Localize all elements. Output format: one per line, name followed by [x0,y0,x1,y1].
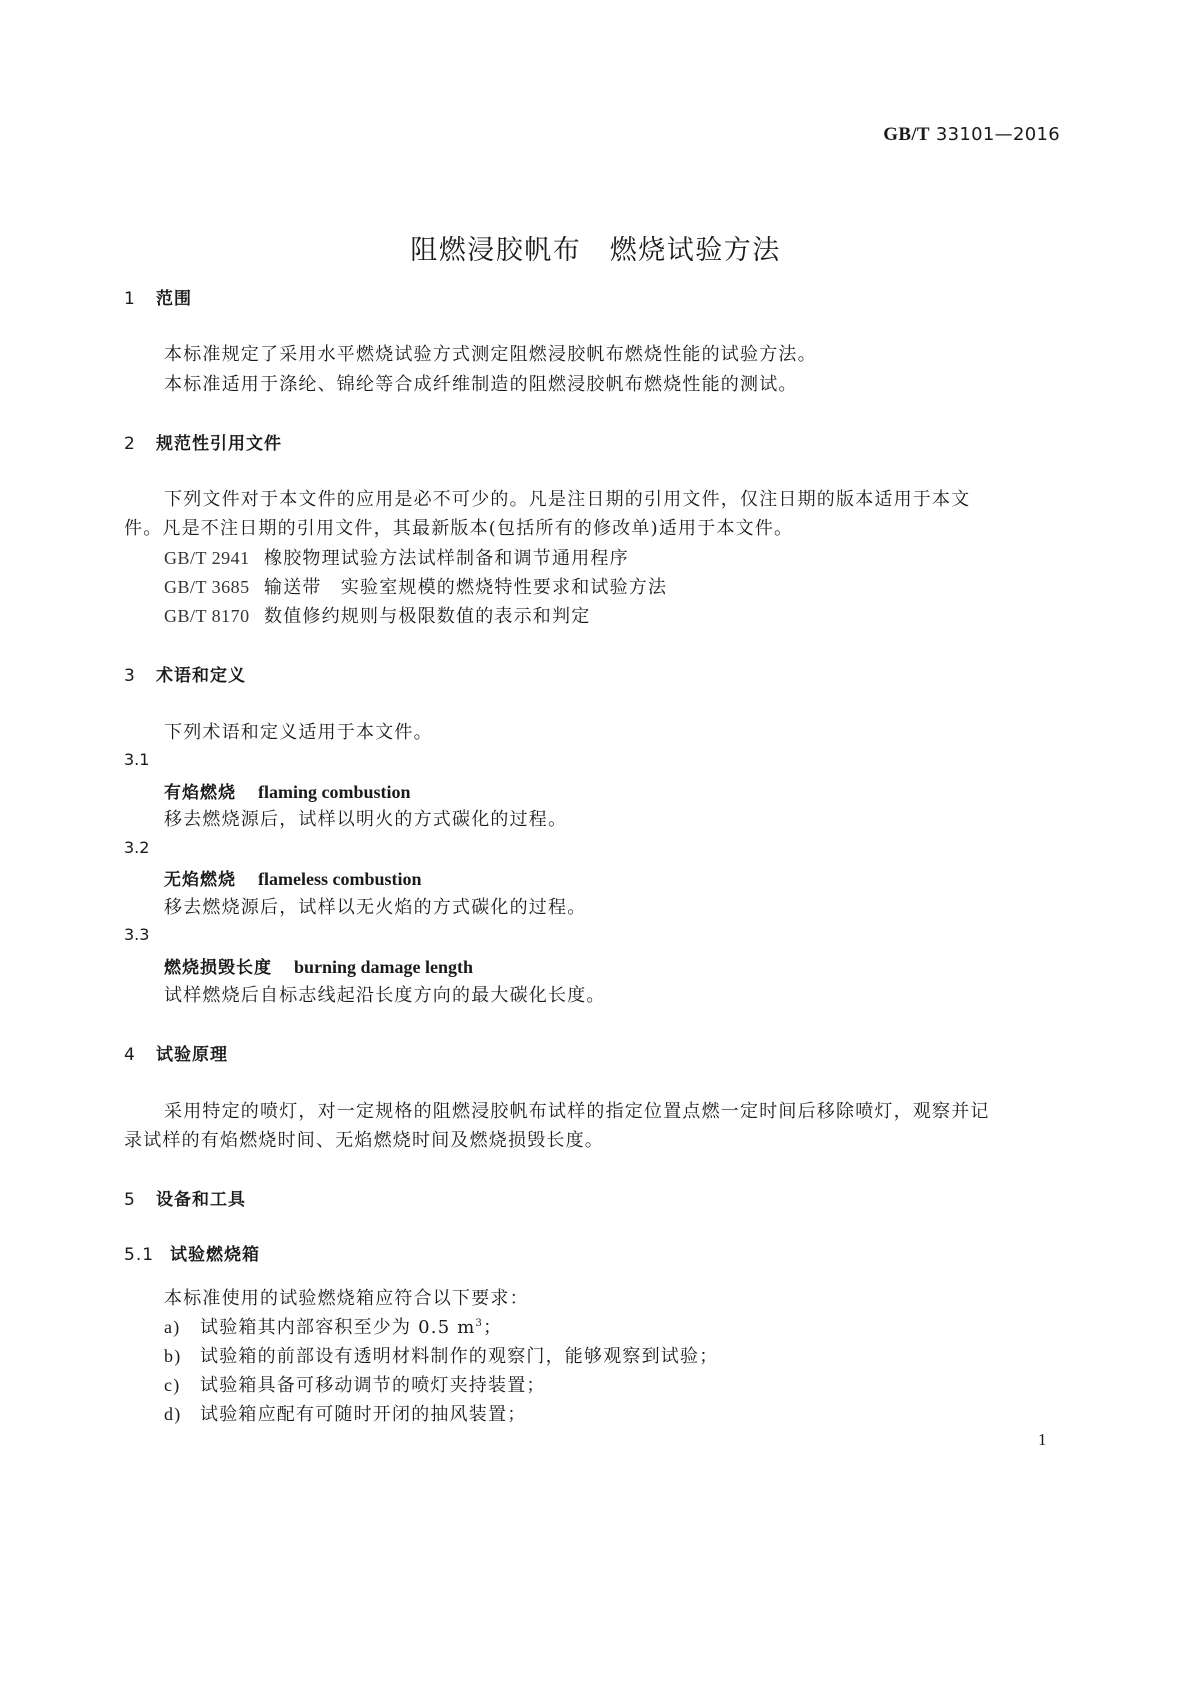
list-item [164,1342,718,1368]
term-english: flameless combustion [258,869,422,889]
section-1-paragraph-1: 本标准规定了采用水平燃烧试验方式测定阻燃浸胶帆布燃烧性能的试验方法。 [164,344,817,365]
term-chinese: 燃烧损毁长度 [164,958,272,978]
section-1-heading [124,284,192,309]
subsection-5-1-number: 5.1 [124,1245,155,1265]
section-4-paragraph-line-2: 录试样的有焰燃烧时间、无焰燃烧时间及燃烧损毁长度。 [124,1130,604,1151]
term-english: flaming combustion [258,782,411,802]
term-heading [164,953,473,978]
section-4-heading [124,1040,228,1065]
reference-item [164,544,629,570]
term-heading [164,778,411,803]
section-3-intro: 下列术语和定义适用于本文件。 [164,722,433,743]
term-definition: 移去燃烧源后，试样以明火的方式碳化的过程。 [164,809,568,830]
section-4-paragraph-line-1: 采用特定的喷灯，对一定规格的阻燃浸胶帆布试样的指定位置点燃一定时间后移除喷灯，观察并记 [164,1101,990,1122]
section-2-paragraph-line-2: 件。凡是不注日期的引用文件，其最新版本(包括所有的修改单)适用于本文件。 [124,518,794,539]
section-2-number: 2 [124,434,136,454]
section-1-title: 范围 [156,289,192,309]
reference-title: 数值修约规则与极限数值的表示和判定 [264,606,591,627]
term-chinese: 无焰燃烧 [164,870,236,890]
list-item-text: 试验箱具备可移动调节的喷灯夹持装置； [200,1375,546,1396]
section-2-heading [124,429,282,454]
subsection-5-1-heading [124,1240,260,1265]
document-title: 阻燃浸胶帆布 燃烧试验方法 [410,235,781,266]
list-item-label: a) [164,1317,181,1337]
superscript: 3 [475,1318,484,1329]
list-item-text: 试验箱的前部设有透明材料制作的观察门，能够观察到试验； [200,1346,719,1367]
standard-number [883,124,1060,146]
page-number: 1 [1038,1430,1047,1449]
list-item-tail: ； [483,1317,503,1338]
section-4-title: 试验原理 [156,1045,228,1065]
reference-code: GB/T 3685 [164,577,250,597]
term-heading [164,865,422,890]
list-item-label: b) [164,1346,182,1366]
term-definition: 移去燃烧源后，试样以无火焰的方式碳化的过程。 [164,897,587,918]
section-5-heading [124,1185,246,1210]
subsection-5-1-intro: 本标准使用的试验燃烧箱应符合以下要求： [164,1288,529,1309]
term-number: 3.2 [124,838,150,857]
list-item-text: 试验箱应配有可随时开闭的抽风装置； [200,1404,527,1425]
standard-prefix: GB/T [883,124,930,145]
section-4-number: 4 [124,1045,136,1065]
term-number: 3.1 [124,750,150,769]
section-2-paragraph-line-1: 下列文件对于本文件的应用是必不可少的。凡是注日期的引用文件，仅注日期的版本适用于本文 [164,489,971,510]
section-1-paragraph-2: 本标准适用于涤纶、锦纶等合成纤维制造的阻燃浸胶帆布燃烧性能的测试。 [164,374,798,395]
reference-item [164,573,667,599]
list-item-label: c) [164,1375,181,1395]
section-5-number: 5 [124,1190,136,1210]
section-2-title: 规范性引用文件 [156,434,282,454]
section-3-title: 术语和定义 [156,666,246,686]
term-definition: 试样燃烧后自标志线起沿长度方向的最大碳化长度。 [164,985,606,1006]
list-item [164,1313,502,1339]
reference-title: 橡胶物理试验方法试样制备和调节通用程序 [264,548,629,569]
term-english: burning damage length [294,957,474,977]
section-5-title: 设备和工具 [156,1190,246,1210]
reference-code: GB/T 2941 [164,548,250,568]
list-item [164,1400,526,1426]
standard-code: 33101—2016 [935,124,1060,145]
subsection-5-1-title: 试验燃烧箱 [170,1245,260,1265]
reference-item [164,602,590,628]
section-1-number: 1 [124,289,136,309]
section-3-heading [124,661,246,686]
term-number: 3.3 [124,925,150,944]
list-item [164,1371,546,1397]
reference-code: GB/T 8170 [164,606,250,626]
term-chinese: 有焰燃烧 [164,783,236,803]
reference-title: 输送带 实验室规模的燃烧特性要求和试验方法 [264,577,668,598]
list-item-text: 试验箱其内部容积至少为 0.5 m [200,1317,476,1338]
section-3-number: 3 [124,666,136,686]
list-item-label: d) [164,1404,182,1424]
